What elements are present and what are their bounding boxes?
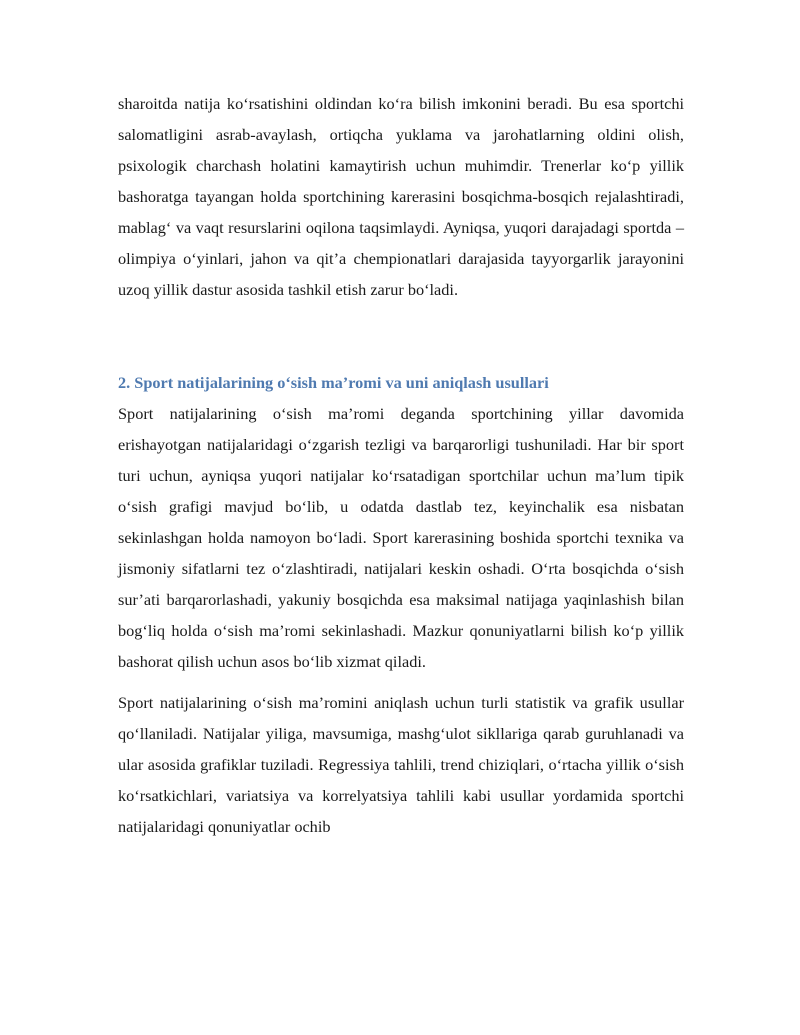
document-page [118, 88, 684, 842]
paragraph-1: sharoitda natija ko‘rsatishini oldindan ko‘ra bilish imkonini beradi. Bu esa sportchi salomatligini asrab-avaylash, ortiqcha yuklama va jarohatlarning oldini olish, psixologik charchash holatini kamaytirish uchun muhimdir. Trenerlar ko‘p yillik bashoratga tayangan holda sportchining karerasini bosqichma-bosqich rejalashtiradi, mablag‘ va vaqt resurslarini oqilona taqsimlaydi. Ayniqsa, yuqori darajadagi sportda – olimpiya o‘yinlari, jahon va qit’a chempionatlari darajasida tayyorgarlik jarayonini uzoq yillik dastur asosida tashkil etish zarur bo‘ladi. [118, 94, 684, 299]
paragraph-3: Sport natijalarining o‘sish ma’romini aniqlash uchun turli statistik va grafik usullar qo‘llaniladi. Natijalar yiliga, mavsumiga, mashg‘ulot sikllariga qarab guruhlanadi va ular asosida grafiklar tuziladi. Regressiya tahlili, trend chiziqlari, o‘rtacha yillik o‘sish ko‘rsatkichlari, variatsiya va korrelyatsiya tahlili kabi usullar yordamida sportchi natijalaridagi qonuniyatlar ochib [118, 693, 684, 836]
section-heading: 2. Sport natijalarining o‘sish ma’romi va uni aniqlash usullari [118, 373, 549, 392]
paragraph-2: Sport natijalarining o‘sish ma’romi deganda sportchining yillar davomida erishayotgan natijalaridagi o‘zgarish tezligi va barqarorligi tushuniladi. Har bir sport turi uchun, ayniqsa yuqori natijalar ko‘rsatadigan sportchilar uchun ma’lum tipik o‘sish grafigi mavjud bo‘lib, u odatda dastlab tez, keyinchalik esa nisbatan sekinlashgan holda namoyon bo‘ladi. Sport karerasining boshida sportchi texnika va jismoniy sifatlarni tez o‘zlashtiradi, natijalari keskin oshadi. O‘rta bosqichda o‘sish sur’ati barqarorlashadi, yakuniy bosqichda esa maksimal natijaga yaqinlashish bilan bog‘liq holda o‘sish ma’romi sekinlashadi. Mazkur qonuniyatlarni bilish ko‘p yillik bashorat qilish uchun asos bo‘lib xizmat qiladi. [118, 404, 684, 671]
